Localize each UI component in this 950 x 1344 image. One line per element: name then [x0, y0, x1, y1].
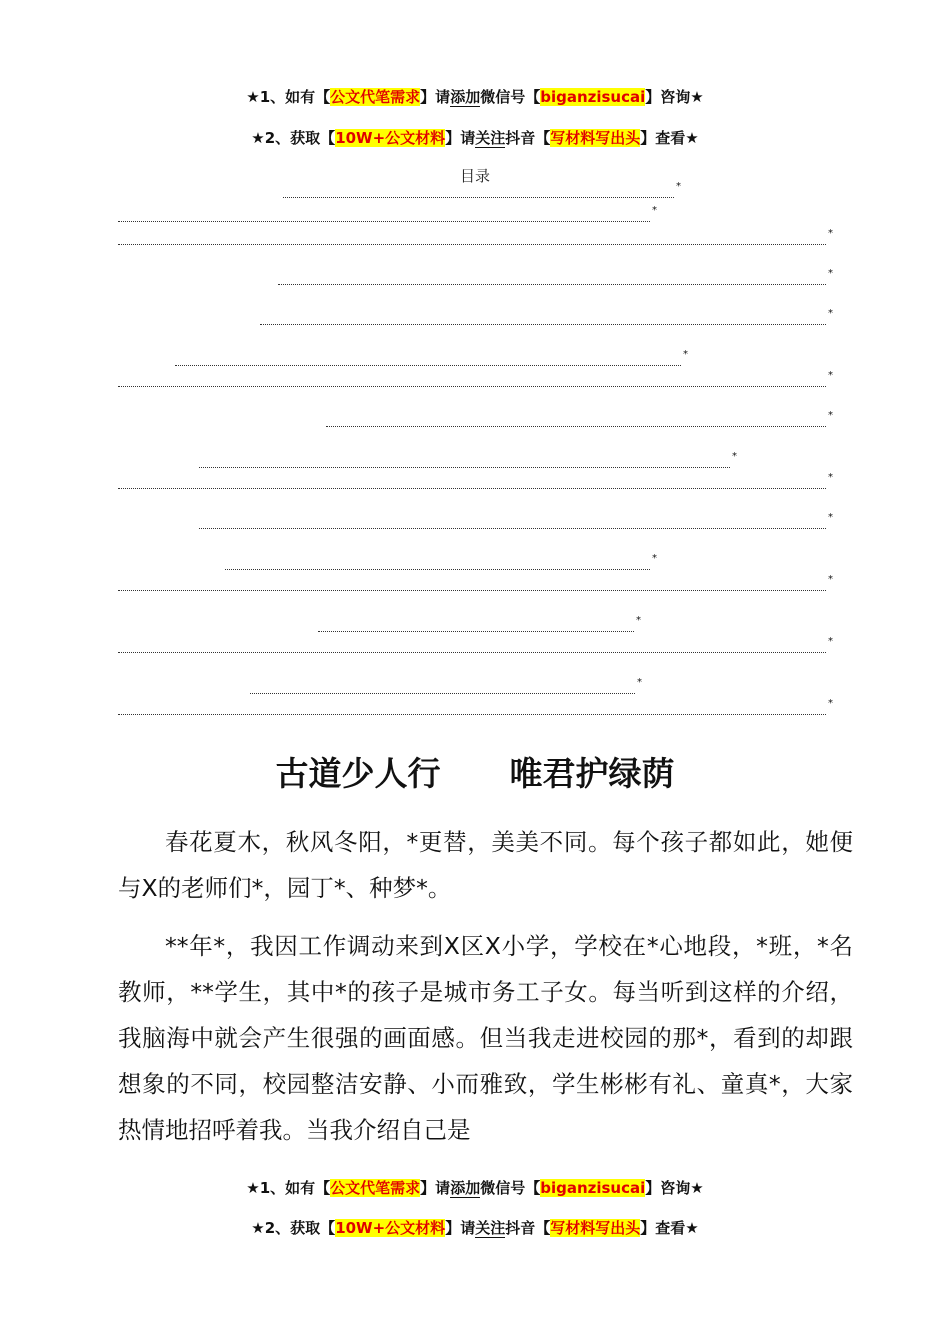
- banner-emphasis: 添加: [450, 1179, 481, 1197]
- toc-page-number: *: [828, 574, 833, 585]
- article-paragraph: **年*，我因工作调动来到X区X小学，学校在*心地段，*班，*名教师，**学生，其中*的孩子是城市务工子女。每当听到这样的介绍，我脑海中就会产生很强的画面感。但当我走进校园的那*，看到的却跟想象的不同，校园整洁安静、小而雅致，学生彬彬有礼、童真*，大家热情地招呼着我。当我介绍自己是: [118, 932, 853, 1144]
- toc-page-number: *: [828, 308, 833, 319]
- toc-entry[interactable]: [260, 308, 833, 327]
- toc-page-number: *: [828, 268, 833, 279]
- banner-emphasis: 关注: [475, 129, 506, 147]
- promo-banner-bottom-line1: [0, 1178, 950, 1198]
- banner-highlight: 10W+公文材料: [335, 1219, 446, 1237]
- banner-highlight: 公文代笔需求: [330, 1179, 421, 1197]
- banner-text: 抖音【: [505, 1219, 551, 1237]
- banner-highlight-douyin-id: 写材料写出头: [550, 129, 641, 147]
- toc-leader-dots: [326, 426, 826, 427]
- banner-text: 】请: [445, 1219, 476, 1237]
- article-paragraph: 春花夏木，秋风冬阳，*更替，美美不同。每个孩子都如此，她便与X的老师们*，园丁*、种梦*。: [118, 828, 853, 902]
- banner-highlight-wechat-id: biganzisucai: [540, 88, 646, 106]
- toc-entry[interactable]: [118, 574, 833, 593]
- banner-text: 】请: [445, 129, 476, 147]
- toc-entry[interactable]: [283, 181, 681, 200]
- banner-text: ★2、获取【: [251, 1219, 336, 1237]
- banner-highlight: 公文代笔需求: [330, 88, 421, 106]
- toc-page-number: *: [732, 451, 737, 462]
- toc-leader-dots: [318, 631, 634, 632]
- banner-text: 】查看★: [640, 129, 699, 147]
- toc-page-number: *: [828, 228, 833, 239]
- banner-text: 微信号【: [480, 1179, 541, 1197]
- banner-text: 】咨询★: [645, 88, 704, 106]
- toc-page-number: *: [828, 410, 833, 421]
- toc-leader-dots: [118, 488, 826, 489]
- banner-highlight-wechat-id: biganzisucai: [540, 1179, 646, 1197]
- toc-entry[interactable]: [118, 370, 833, 389]
- banner-text: 】请: [420, 1179, 451, 1197]
- toc-page-number: *: [637, 677, 642, 688]
- toc-leader-dots: [250, 693, 635, 694]
- promo-banner-bottom-line2: [0, 1218, 950, 1238]
- banner-text: ★2、获取【: [251, 129, 336, 147]
- toc-entry[interactable]: [278, 268, 833, 287]
- toc-page-number: *: [676, 181, 681, 192]
- toc-entry[interactable]: [250, 677, 642, 696]
- banner-text: 】查看★: [640, 1219, 699, 1237]
- banner-highlight: 10W+公文材料: [335, 129, 446, 147]
- promo-banner-top-line1: [0, 87, 950, 107]
- article-title: 古道少人行 唯君护绿荫: [275, 754, 675, 793]
- toc-page-number: *: [683, 349, 688, 360]
- toc-page-number: *: [828, 698, 833, 709]
- toc-entry[interactable]: [199, 512, 833, 531]
- toc-entry[interactable]: [199, 451, 737, 470]
- toc-page-number: *: [828, 512, 833, 523]
- toc-leader-dots: [118, 386, 826, 387]
- toc-leader-dots: [199, 467, 730, 468]
- banner-text: ★1、如有【: [246, 1179, 331, 1197]
- toc-leader-dots: [225, 569, 650, 570]
- toc-leader-dots: [118, 714, 826, 715]
- banner-text: 】请: [420, 88, 451, 106]
- toc-page-number: *: [652, 553, 657, 564]
- banner-emphasis: 添加: [450, 88, 481, 106]
- toc-entry[interactable]: [225, 553, 657, 572]
- toc-entry[interactable]: [175, 349, 688, 368]
- toc-entry[interactable]: [118, 472, 833, 491]
- toc-leader-dots: [175, 365, 681, 366]
- banner-text: 】咨询★: [645, 1179, 704, 1197]
- toc-leader-dots: [118, 590, 826, 591]
- toc-leader-dots: [118, 652, 826, 653]
- toc-page-number: *: [828, 636, 833, 647]
- banner-highlight-douyin-id: 写材料写出头: [550, 1219, 641, 1237]
- toc-page-number: *: [828, 370, 833, 381]
- toc-entry[interactable]: [326, 410, 833, 429]
- toc-page-number: *: [828, 472, 833, 483]
- toc-leader-dots: [260, 324, 826, 325]
- toc-leader-dots: [199, 528, 826, 529]
- toc-entry[interactable]: [118, 228, 833, 247]
- toc-page-number: *: [652, 205, 657, 216]
- toc-entry[interactable]: [118, 205, 657, 224]
- banner-text: 微信号【: [480, 88, 541, 106]
- toc-leader-dots: [118, 244, 826, 245]
- toc-entry[interactable]: [318, 615, 641, 634]
- toc-leader-dots: [283, 197, 674, 198]
- banner-text: ★1、如有【: [246, 88, 331, 106]
- toc-leader-dots: [278, 284, 826, 285]
- toc-page-number: *: [636, 615, 641, 626]
- promo-banner-top-line2: [0, 128, 950, 148]
- toc-title: 目录: [459, 167, 490, 185]
- toc-leader-dots: [118, 221, 650, 222]
- banner-text: 抖音【: [505, 129, 551, 147]
- banner-emphasis: 关注: [475, 1219, 506, 1237]
- toc-entry[interactable]: [118, 636, 833, 655]
- toc-entry[interactable]: [118, 698, 833, 717]
